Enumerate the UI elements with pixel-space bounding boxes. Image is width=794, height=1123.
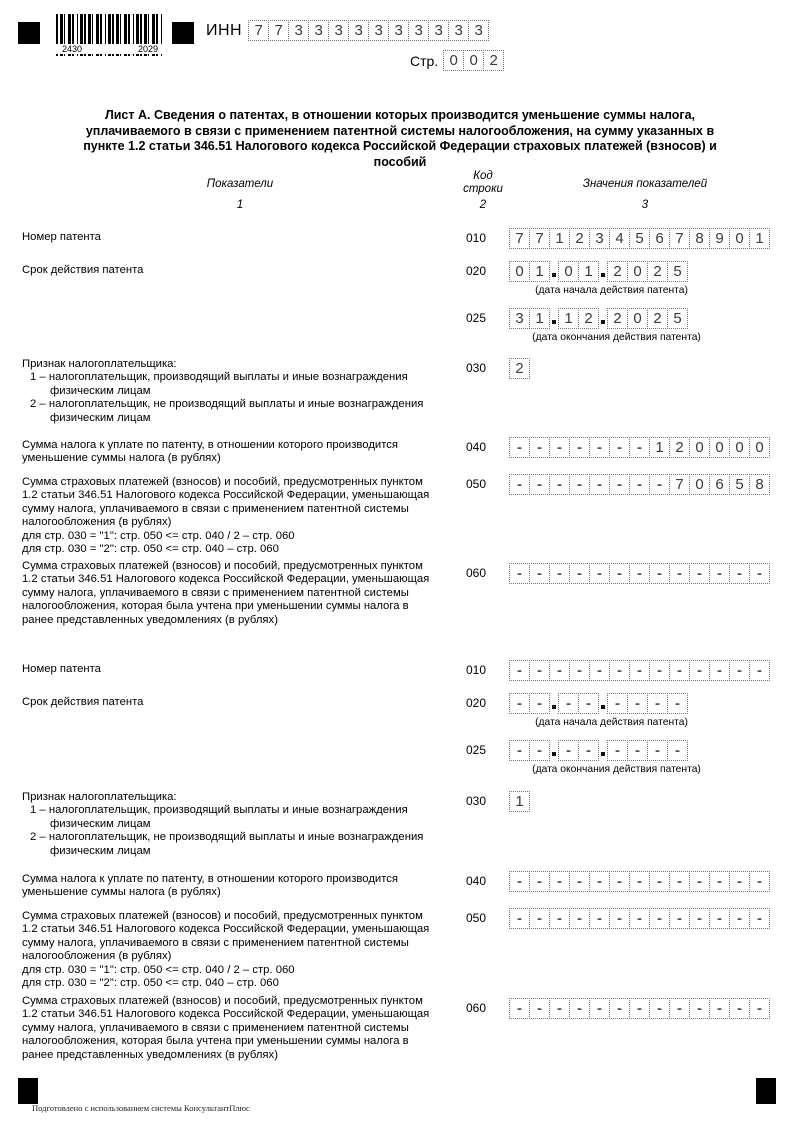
field-insurance-060-1[interactable] bbox=[509, 563, 769, 584]
label-patent-term-2: Срок действия патента bbox=[22, 696, 144, 708]
taxpayer-option-2a-text2: физическим лицам bbox=[50, 411, 151, 424]
char-cell[interactable]: - bbox=[549, 563, 570, 584]
column-header-values: Значения показателей bbox=[582, 178, 708, 190]
char-cell[interactable]: - bbox=[749, 908, 770, 929]
char-cell[interactable]: - bbox=[629, 871, 650, 892]
char-cell[interactable]: 6 bbox=[649, 228, 670, 249]
field-date-start-2[interactable] bbox=[509, 693, 687, 714]
page-label: Стр. bbox=[410, 52, 439, 69]
taxpayer-option-1a-text2: физическим лицам bbox=[50, 384, 151, 397]
code-025-2: 025 bbox=[466, 743, 487, 757]
label-060-1-line2: 1.2 статьи 346.51 Налогового кодекса Российской Федерации, уменьшающая bbox=[22, 573, 430, 586]
char-cell[interactable]: - bbox=[649, 908, 670, 929]
char-cell[interactable]: - bbox=[509, 660, 530, 681]
char-cell[interactable]: - bbox=[629, 660, 650, 681]
char-cell[interactable]: 5 bbox=[629, 228, 650, 249]
char-cell[interactable]: - bbox=[649, 563, 670, 584]
char-cell[interactable]: 0 bbox=[443, 50, 464, 71]
note-date-start-1: (дата начала действия патента) bbox=[535, 285, 688, 296]
char-cell[interactable]: - bbox=[609, 660, 630, 681]
page-title: Лист А. Сведения о патентах, в отношении которых производится уменьшение суммы налога, уплачиваемого в связи с применением патентной системы налогообложения, на сумму указанных в пункте 1.2 статьи 346.51 Налогового кодекса Российской Федерации страховых платежей (взносов) и пособий bbox=[83, 108, 717, 169]
char-cell[interactable]: 5 bbox=[729, 474, 750, 495]
char-cell[interactable]: 0 bbox=[509, 261, 530, 282]
taxpayer-option-2b-text2: физическим лицам bbox=[50, 844, 151, 857]
code-050-1: 050 bbox=[466, 477, 487, 491]
char-cell[interactable]: - bbox=[647, 740, 668, 761]
label-050-2-line2: 1.2 статьи 346.51 Налогового кодекса Российской Федерации, уменьшающая bbox=[22, 923, 430, 936]
char-cell[interactable]: - bbox=[509, 908, 530, 929]
taxpayer-option-1b bbox=[22, 804, 482, 831]
char-cell[interactable]: 1 bbox=[509, 791, 530, 812]
char-cell[interactable]: - bbox=[569, 474, 590, 495]
char-cell[interactable]: - bbox=[569, 660, 590, 681]
label-060-1-line4: налогообложения, которая была учтена при уменьшении суммы налога в bbox=[22, 600, 409, 613]
code-020-2: 020 bbox=[466, 696, 487, 710]
char-cell[interactable]: - bbox=[529, 660, 550, 681]
date-separator-dot bbox=[598, 261, 607, 282]
label-050-1-line4: налогообложения (в рублях) bbox=[22, 516, 172, 529]
label-060-1-line5: ранее представленных уведомлениях (в рублях) bbox=[22, 613, 278, 626]
char-cell[interactable]: - bbox=[609, 998, 630, 1019]
char-cell[interactable]: - bbox=[529, 563, 550, 584]
char-cell[interactable]: - bbox=[609, 871, 630, 892]
field-taxpayer-sign-1[interactable] bbox=[509, 358, 529, 379]
label-tax-sum-1-line1: Сумма налога к уплате по патенту, в отношении которого производится bbox=[22, 439, 399, 451]
label-patent-number-1: Номер патента bbox=[22, 231, 101, 243]
char-cell[interactable]: - bbox=[509, 474, 530, 495]
char-cell[interactable]: - bbox=[649, 998, 670, 1019]
label-050-1-line3: сумму налога, уплачиваемого в связи с применением патентной системы bbox=[22, 502, 409, 515]
char-cell[interactable]: 8 bbox=[689, 228, 710, 249]
char-cell[interactable]: 8 bbox=[749, 474, 770, 495]
char-cell[interactable]: 3 bbox=[308, 20, 329, 41]
char-cell[interactable]: - bbox=[509, 693, 530, 714]
char-cell[interactable]: - bbox=[549, 908, 570, 929]
char-cell[interactable]: 7 bbox=[669, 228, 690, 249]
barcode-numbers bbox=[56, 44, 164, 54]
char-cell[interactable]: - bbox=[669, 660, 690, 681]
label-060-2-line5: ранее представленных уведомлениях (в рублях) bbox=[22, 1048, 278, 1061]
char-cell[interactable]: 2 bbox=[669, 437, 690, 458]
char-cell[interactable]: - bbox=[529, 998, 550, 1019]
char-cell[interactable]: - bbox=[729, 998, 750, 1019]
char-cell[interactable]: 3 bbox=[509, 308, 530, 329]
page-number-row bbox=[410, 50, 503, 71]
char-cell[interactable]: - bbox=[549, 474, 570, 495]
char-cell[interactable]: - bbox=[647, 693, 668, 714]
taxpayer-option-2a-text: 2 – налогоплательщик, не производящий выплаты и иные вознаграждения bbox=[30, 398, 424, 411]
char-cell[interactable]: - bbox=[629, 563, 650, 584]
char-cell[interactable]: 0 bbox=[749, 437, 770, 458]
char-cell[interactable]: 3 bbox=[408, 20, 429, 41]
label-tax-sum-2-line1: Сумма налога к уплате по патенту, в отношении которого производится bbox=[22, 873, 399, 885]
char-cell[interactable]: 3 bbox=[448, 20, 469, 41]
char-cell[interactable]: - bbox=[669, 871, 690, 892]
taxpayer-sign-heading-1: Признак налогоплательщика: bbox=[22, 358, 177, 370]
char-cell[interactable]: - bbox=[589, 871, 610, 892]
char-cell[interactable]: - bbox=[549, 437, 570, 458]
char-cell[interactable]: - bbox=[549, 871, 570, 892]
label-050-2-line6: для стр. 030 = "2": стр. 050 <= стр. 040 – стр. 060 bbox=[22, 977, 279, 990]
char-cell[interactable]: - bbox=[667, 740, 688, 761]
char-cell[interactable]: 0 bbox=[689, 474, 710, 495]
column-header-values-num: 3 bbox=[641, 199, 649, 211]
date-separator-dot bbox=[549, 308, 558, 329]
taxpayer-option-2b bbox=[22, 831, 482, 858]
char-cell[interactable]: - bbox=[529, 740, 550, 761]
char-cell[interactable]: 0 bbox=[729, 228, 750, 249]
char-cell[interactable]: - bbox=[509, 437, 530, 458]
char-cell[interactable]: - bbox=[609, 474, 630, 495]
char-cell[interactable]: 0 bbox=[689, 437, 710, 458]
char-cell[interactable]: - bbox=[569, 908, 590, 929]
column-header-indicators-num: 1 bbox=[236, 199, 244, 211]
taxpayer-sign-heading-2: Признак налогоплательщика: bbox=[22, 791, 177, 803]
char-cell[interactable]: 7 bbox=[248, 20, 269, 41]
char-cell[interactable]: - bbox=[667, 693, 688, 714]
char-cell[interactable]: 5 bbox=[667, 308, 688, 329]
code-030-1: 030 bbox=[466, 361, 487, 375]
taxpayer-option-1b-text: 1 – налогоплательщик, производящий выплаты и иные вознаграждения bbox=[30, 804, 408, 817]
label-taxpayer-sign-1 bbox=[22, 358, 482, 425]
code-030-2: 030 bbox=[466, 794, 487, 808]
char-cell[interactable]: - bbox=[629, 998, 650, 1019]
date-separator-dot bbox=[598, 693, 607, 714]
char-cell[interactable]: 6 bbox=[709, 474, 730, 495]
char-cell[interactable]: - bbox=[509, 563, 530, 584]
code-050-2: 050 bbox=[466, 911, 487, 925]
char-cell[interactable]: - bbox=[509, 740, 530, 761]
label-tax-sum-2-line2: уменьшение суммы налога (в рублях) bbox=[22, 886, 221, 899]
corner-marker-bottom-left bbox=[18, 1078, 38, 1104]
inn-field[interactable] bbox=[248, 20, 488, 41]
char-cell[interactable]: - bbox=[569, 437, 590, 458]
label-060-2-line2: 1.2 статьи 346.51 Налогового кодекса Российской Федерации, уменьшающая bbox=[22, 1008, 430, 1021]
char-cell[interactable]: - bbox=[709, 908, 730, 929]
char-cell[interactable]: - bbox=[589, 908, 610, 929]
char-cell[interactable]: - bbox=[589, 474, 610, 495]
char-cell[interactable]: - bbox=[509, 998, 530, 1019]
label-060-1-line3: сумму налога, уплачиваемого в связи с применением патентной системы bbox=[22, 586, 409, 599]
label-050-1-line6: для стр. 030 = "2": стр. 050 <= стр. 040 – стр. 060 bbox=[22, 543, 279, 556]
char-cell[interactable]: - bbox=[569, 563, 590, 584]
char-cell[interactable]: - bbox=[649, 660, 670, 681]
label-060-1-line1: Сумма страховых платежей (взносов) и пособий, предусмотренных пунктом bbox=[22, 560, 423, 572]
field-insurance-050-2[interactable] bbox=[509, 908, 769, 929]
inn-row bbox=[206, 20, 488, 41]
field-date-end-2[interactable] bbox=[509, 740, 687, 761]
label-060-2-line3: сумму налога, уплачиваемого в связи с применением патентной системы bbox=[22, 1021, 409, 1034]
char-cell[interactable]: 3 bbox=[388, 20, 409, 41]
char-cell[interactable]: 0 bbox=[709, 437, 730, 458]
label-insurance-060-1 bbox=[22, 560, 482, 627]
char-cell[interactable]: - bbox=[629, 437, 650, 458]
barcode-number-right: 2029 bbox=[137, 44, 158, 54]
taxpayer-option-1a bbox=[22, 371, 482, 398]
char-cell[interactable]: 3 bbox=[428, 20, 449, 41]
char-cell[interactable]: - bbox=[709, 660, 730, 681]
char-cell[interactable]: 2 bbox=[569, 228, 590, 249]
char-cell[interactable]: - bbox=[629, 908, 650, 929]
char-cell[interactable]: - bbox=[589, 437, 610, 458]
char-cell[interactable]: - bbox=[729, 908, 750, 929]
label-insurance-060-2 bbox=[22, 995, 482, 1062]
char-cell[interactable]: - bbox=[529, 871, 550, 892]
column-header-code bbox=[443, 170, 523, 196]
footer-note: Подготовлено с использованием системы КонсультантПлюс bbox=[32, 1103, 250, 1113]
field-insurance-050-1[interactable] bbox=[509, 474, 769, 495]
char-cell[interactable]: 3 bbox=[328, 20, 349, 41]
field-patent-number-1[interactable] bbox=[509, 228, 769, 249]
char-cell[interactable]: 2 bbox=[647, 261, 668, 282]
char-cell[interactable]: - bbox=[509, 871, 530, 892]
label-insurance-050-1 bbox=[22, 476, 482, 556]
char-cell[interactable]: 2 bbox=[607, 308, 628, 329]
char-cell[interactable]: - bbox=[589, 998, 610, 1019]
char-cell[interactable]: - bbox=[529, 437, 550, 458]
label-tax-sum-1-line2: уменьшение суммы налога (в рублях) bbox=[22, 452, 221, 465]
code-060-2: 060 bbox=[466, 1001, 487, 1015]
label-060-2-line4: налогообложения, которая была учтена при уменьшении суммы налога в bbox=[22, 1035, 409, 1048]
char-cell[interactable]: 1 bbox=[749, 228, 770, 249]
char-cell[interactable]: 2 bbox=[607, 261, 628, 282]
char-cell[interactable]: - bbox=[607, 693, 628, 714]
char-cell[interactable]: - bbox=[689, 660, 710, 681]
char-cell[interactable]: 3 bbox=[589, 228, 610, 249]
char-cell[interactable]: - bbox=[558, 740, 579, 761]
date-separator-dot bbox=[598, 308, 607, 329]
char-cell[interactable]: - bbox=[689, 563, 710, 584]
label-050-2-line5: для стр. 030 = "1": стр. 050 <= стр. 040 / 2 – стр. 060 bbox=[22, 963, 295, 976]
column-header-indicators: Показатели bbox=[206, 178, 274, 190]
label-patent-number-2: Номер патента bbox=[22, 663, 101, 675]
char-cell[interactable]: 3 bbox=[348, 20, 369, 41]
char-cell[interactable]: 1 bbox=[549, 228, 570, 249]
char-cell[interactable]: 1 bbox=[529, 308, 550, 329]
char-cell[interactable]: - bbox=[558, 693, 579, 714]
label-050-1-line5: для стр. 030 = "1": стр. 050 <= стр. 040 / 2 – стр. 060 bbox=[22, 529, 295, 542]
page-number-field[interactable] bbox=[443, 50, 503, 71]
code-040-1: 040 bbox=[466, 440, 487, 454]
date-separator-dot bbox=[598, 740, 607, 761]
char-cell[interactable]: - bbox=[749, 998, 770, 1019]
char-cell[interactable]: 7 bbox=[268, 20, 289, 41]
char-cell[interactable]: 0 bbox=[627, 261, 648, 282]
char-cell[interactable]: - bbox=[569, 998, 590, 1019]
code-010-1: 010 bbox=[466, 231, 487, 245]
label-taxpayer-sign-2 bbox=[22, 791, 482, 858]
char-cell[interactable]: 3 bbox=[468, 20, 489, 41]
label-patent-term-1: Срок действия патента bbox=[22, 264, 144, 276]
char-cell[interactable]: - bbox=[729, 563, 750, 584]
char-cell[interactable]: - bbox=[729, 660, 750, 681]
note-date-end-1: (дата окончания действия патента) bbox=[532, 332, 701, 343]
char-cell[interactable]: - bbox=[609, 437, 630, 458]
label-050-2-line1: Сумма страховых платежей (взносов) и пособий, предусмотренных пунктом bbox=[22, 910, 423, 922]
char-cell[interactable]: - bbox=[589, 660, 610, 681]
taxpayer-option-1a-text: 1 – налогоплательщик, производящий выплаты и иные вознаграждения bbox=[30, 371, 408, 384]
field-insurance-060-2[interactable] bbox=[509, 998, 769, 1019]
corner-marker-bottom-right bbox=[756, 1078, 776, 1104]
label-060-2-line1: Сумма страховых платежей (взносов) и пособий, предусмотренных пунктом bbox=[22, 995, 423, 1007]
date-separator-dot bbox=[549, 740, 558, 761]
char-cell[interactable]: 2 bbox=[578, 308, 599, 329]
char-cell[interactable]: 0 bbox=[729, 437, 750, 458]
label-tax-sum-2 bbox=[22, 873, 482, 900]
char-cell[interactable]: 4 bbox=[609, 228, 630, 249]
char-cell[interactable]: - bbox=[689, 871, 710, 892]
char-cell[interactable]: - bbox=[627, 693, 648, 714]
char-cell[interactable]: - bbox=[578, 693, 599, 714]
field-tax-sum-1[interactable] bbox=[509, 437, 769, 458]
char-cell[interactable]: 2 bbox=[647, 308, 668, 329]
char-cell[interactable]: 0 bbox=[627, 308, 648, 329]
char-cell[interactable]: - bbox=[709, 563, 730, 584]
char-cell[interactable]: 5 bbox=[667, 261, 688, 282]
char-cell[interactable]: 3 bbox=[368, 20, 389, 41]
label-050-2-line3: сумму налога, уплачиваемого в связи с применением патентной системы bbox=[22, 936, 409, 949]
corner-marker-top-left bbox=[18, 22, 40, 44]
char-cell[interactable]: - bbox=[609, 563, 630, 584]
column-header-code-line1: Код bbox=[473, 170, 493, 182]
char-cell[interactable]: - bbox=[649, 474, 670, 495]
code-025-1: 025 bbox=[466, 311, 487, 325]
char-cell[interactable]: - bbox=[529, 474, 550, 495]
column-header-code-num: 2 bbox=[479, 199, 487, 211]
char-cell[interactable]: - bbox=[669, 563, 690, 584]
char-cell[interactable]: - bbox=[709, 871, 730, 892]
char-cell[interactable]: - bbox=[749, 563, 770, 584]
char-cell[interactable]: 1 bbox=[578, 261, 599, 282]
char-cell[interactable]: 1 bbox=[558, 308, 579, 329]
taxpayer-option-2b-text: 2 – налогоплательщик, не производящий выплаты и иные вознаграждения bbox=[30, 831, 424, 844]
field-date-start-1[interactable] bbox=[509, 261, 687, 282]
date-separator-dot bbox=[549, 261, 558, 282]
char-cell[interactable]: - bbox=[689, 908, 710, 929]
note-date-start-2: (дата начала действия патента) bbox=[535, 717, 688, 728]
taxpayer-option-1b-text2: физическим лицам bbox=[50, 817, 151, 830]
column-header-code-line2: строки bbox=[463, 183, 503, 195]
char-cell[interactable]: - bbox=[649, 871, 670, 892]
label-050-2-line4: налогообложения (в рублях) bbox=[22, 950, 172, 963]
code-020-1: 020 bbox=[466, 264, 487, 278]
char-cell[interactable]: - bbox=[589, 563, 610, 584]
code-040-2: 040 bbox=[466, 874, 487, 888]
char-cell[interactable]: 7 bbox=[529, 228, 550, 249]
char-cell[interactable]: - bbox=[549, 660, 570, 681]
char-cell[interactable]: - bbox=[569, 871, 590, 892]
char-cell[interactable]: - bbox=[749, 871, 770, 892]
char-cell[interactable]: - bbox=[627, 740, 648, 761]
inn-label: ИНН bbox=[206, 21, 243, 39]
char-cell[interactable]: 1 bbox=[649, 437, 670, 458]
char-cell[interactable]: 3 bbox=[288, 20, 309, 41]
code-010-2: 010 bbox=[466, 663, 487, 677]
field-taxpayer-sign-2[interactable] bbox=[509, 791, 529, 812]
char-cell[interactable]: 7 bbox=[669, 474, 690, 495]
field-patent-number-2[interactable] bbox=[509, 660, 769, 681]
char-cell[interactable]: 2 bbox=[509, 358, 530, 379]
label-050-1-line2: 1.2 статьи 346.51 Налогового кодекса Российской Федерации, уменьшающая bbox=[22, 489, 430, 502]
date-separator-dot bbox=[549, 693, 558, 714]
char-cell[interactable]: 1 bbox=[529, 261, 550, 282]
label-050-1-line1: Сумма страховых платежей (взносов) и пособий, предусмотренных пунктом bbox=[22, 476, 423, 488]
char-cell[interactable]: - bbox=[529, 693, 550, 714]
char-cell[interactable]: - bbox=[669, 998, 690, 1019]
barcode-number-left: 2430 bbox=[62, 44, 83, 54]
char-cell[interactable]: - bbox=[689, 998, 710, 1019]
char-cell[interactable]: - bbox=[609, 908, 630, 929]
char-cell[interactable]: - bbox=[578, 740, 599, 761]
char-cell[interactable]: 9 bbox=[709, 228, 730, 249]
label-insurance-050-2 bbox=[22, 910, 482, 990]
field-tax-sum-2[interactable] bbox=[509, 871, 769, 892]
char-cell[interactable]: - bbox=[669, 908, 690, 929]
char-cell[interactable]: - bbox=[607, 740, 628, 761]
char-cell[interactable]: - bbox=[549, 998, 570, 1019]
taxpayer-option-2a bbox=[22, 398, 482, 425]
char-cell[interactable]: 2 bbox=[483, 50, 504, 71]
char-cell[interactable]: 7 bbox=[509, 228, 530, 249]
field-date-end-1[interactable] bbox=[509, 308, 687, 329]
label-tax-sum-1 bbox=[22, 439, 482, 466]
char-cell[interactable]: 0 bbox=[558, 261, 579, 282]
corner-marker-top-second bbox=[172, 22, 194, 44]
char-cell[interactable]: - bbox=[709, 998, 730, 1019]
char-cell[interactable]: - bbox=[729, 871, 750, 892]
note-date-end-2: (дата окончания действия патента) bbox=[532, 764, 701, 775]
code-060-1: 060 bbox=[466, 566, 487, 580]
char-cell[interactable]: 0 bbox=[463, 50, 484, 71]
char-cell[interactable]: - bbox=[529, 908, 550, 929]
char-cell[interactable]: - bbox=[749, 660, 770, 681]
char-cell[interactable]: - bbox=[629, 474, 650, 495]
